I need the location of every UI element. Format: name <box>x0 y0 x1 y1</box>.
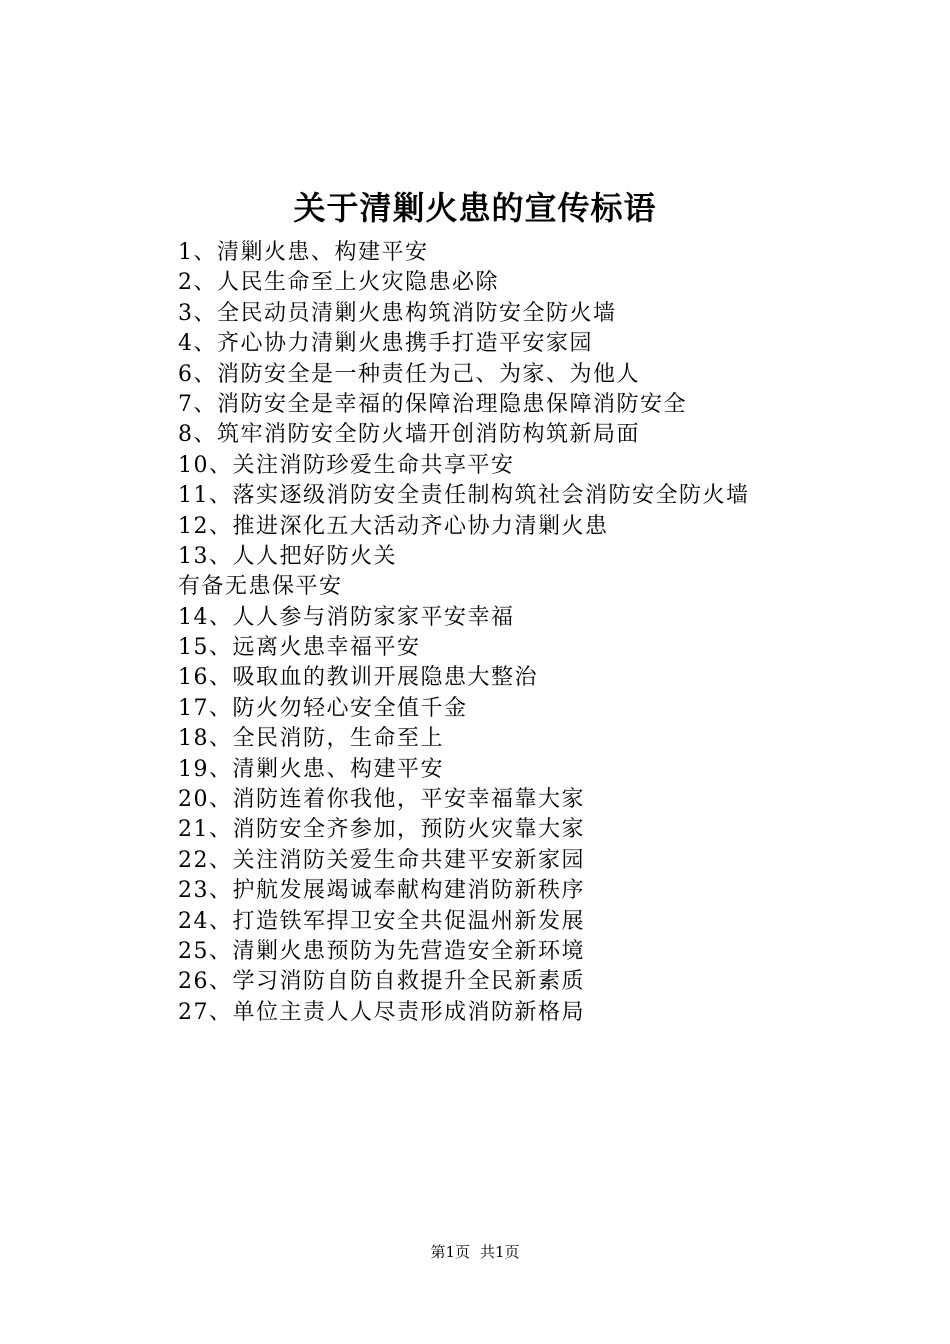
slogan-line: 1、清剿火患、构建平安 <box>178 240 429 265</box>
slogan-list <box>178 238 898 1028</box>
slogan-line: 11、落实逐级消防安全责任制构筑社会消防安全防火墙 <box>178 483 750 509</box>
slogan-line: 16、吸取血的教训开展隐患大整治 <box>178 665 538 691</box>
page-footer <box>0 1241 950 1263</box>
slogan-line: 18、全民消防，生命至上 <box>178 726 444 752</box>
slogan-line: 13、人人把好防火关 <box>178 543 397 569</box>
slogan-line: 21、消防安全齐参加，预防火灾靠大家 <box>178 817 585 843</box>
slogan-line: 4、齐心协力清剿火患携手打造平安家园 <box>178 331 593 357</box>
slogan-line: 有备无患保平安 <box>178 574 343 600</box>
slogan-line: 12、推进深化五大活动齐心协力清剿火患 <box>178 513 609 539</box>
document-title: 关于清剿火患的宣传标语 <box>293 189 657 227</box>
slogan-line: 23、护航发展竭诚奉献构建消防新秩序 <box>178 878 585 904</box>
slogan-line: 27、单位主责人人尽责形成消防新格局 <box>178 999 585 1025</box>
slogan-line: 8、筑牢消防安全防火墙开创消防构筑新局面 <box>178 422 640 448</box>
slogan-line: 26、学习消防自防自救提升全民新素质 <box>178 969 585 995</box>
slogan-line: 20、消防连着你我他，平安幸福靠大家 <box>178 787 585 813</box>
slogan-line: 15、远离火患幸福平安 <box>178 635 421 661</box>
slogan-line: 25、清剿火患预防为先营造安全新环境 <box>178 938 585 964</box>
slogan-line: 6、消防安全是一种责任为己、为家、为他人 <box>178 361 640 387</box>
slogan-line: 7、消防安全是幸福的保障治理隐患保障消防安全 <box>178 391 687 417</box>
slogan-line: 10、关注消防珍爱生命共享平安 <box>178 452 515 478</box>
slogan-line: 14、人人参与消防家家平安幸福 <box>178 604 515 630</box>
slogan-line: 2、人民生命至上火灾隐患必除 <box>178 270 499 296</box>
page-total: 共1页 <box>480 1243 520 1261</box>
slogan-line: 3、全民动员清剿火患构筑消防安全防火墙 <box>178 300 617 326</box>
page-number: 第1页 <box>430 1243 470 1261</box>
slogan-line: 22、关注消防关爱生命共建平安新家园 <box>178 847 585 873</box>
slogan-line: 19、清剿火患、构建平安 <box>178 756 444 782</box>
slogan-line: 24、打造铁军捍卫安全共促温州新发展 <box>178 908 585 934</box>
slogan-line: 17、防火勿轻心安全值千金 <box>178 695 468 721</box>
